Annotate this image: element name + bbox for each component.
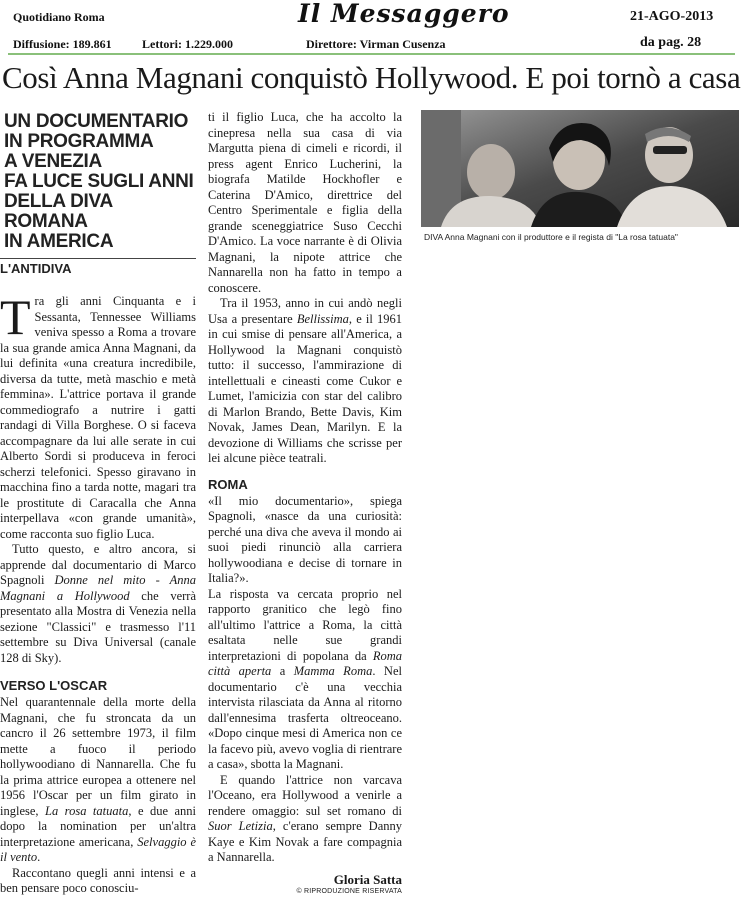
photo-image (421, 110, 739, 227)
paragraph: Tra il 1953, anno in cui andò negli Usa a presentare Bellissima, e il 1961 in cui smise di pensare all'America, a Hollywood la Magnani conquistò tutto: il successo, l'ammirazione di intellettuali e cineasti come Cukor e Lumet, l'amicizia con star del calibro di Marlon Brando, Bette Davis, Kim Novak, James Dean, Marilyn. E la devozione di Williams che scrisse per lei alcune pièce teatrali. (208, 296, 402, 465)
article-column-1 (0, 258, 196, 897)
paragraph: E quando l'attrice non varcava l'Oceano, era Hollywood a venirle a rendere omaggio: sul set romano di Suor Letizia, c'erano sempre Danny Kaye e Kim Novak a fare compagnia a Nannarella. (208, 772, 402, 864)
paragraph: Raccontano quegli anni intensi e a ben pensare poco conosciu- (0, 865, 196, 895)
drop-cap: T (0, 289, 31, 345)
masthead-logo: Il Messaggero (298, 0, 510, 28)
section-title-roma: ROMA (208, 476, 248, 492)
kicker-line: IN AMERICA (4, 231, 114, 252)
article-photo (421, 110, 739, 227)
kicker-line: FA LUCE SUGLI ANNI (4, 171, 194, 192)
page-reference-label: da pag. (640, 35, 684, 50)
paragraph: Nel quarantennale della morte della Magnani, che fu stroncata da un cancro il 26 settembre 1973, il film mette a fuoco il periodo hollywoodiano di Nannarella. Che fu la prima attrice europea a ottenere nel 1956 l'Oscar per un film girato in inglese, La rosa tatuata, e due anni dopo la nomination per un'altra interpretazione americana, Selvaggio è il vento. (0, 695, 196, 864)
readers-label: Lettori: 1.229.000 (142, 37, 233, 51)
copyright-notice: © RIPRODUZIONE RISERVATA (296, 887, 402, 895)
article-column-2 (208, 110, 402, 895)
circulation-label: Diffusione: 189.861 (13, 37, 112, 51)
article-headline: Così Anna Magnani conquistò Hollywood. E poi tornò a casa (2, 60, 741, 95)
byline-block (208, 872, 402, 895)
issue-date: 21-AGO-2013 (630, 9, 714, 24)
paragraph: La risposta va cercata proprio nel rapporto granitico che legò fino all'ultimo l'attrice a Roma, la città esaltata nelle sue grandi interpretazioni di popolana da Roma città aperta a Mamma Roma. Nel documentario c'è una vecchia intervista rilasciata da Anna al ritorno dall'ennesima trasferta oltreoceano. «Dopo cinque mesi di America non ce la facevo più, avevo voglia di rientrare a casa», sbotta la Magnani. (208, 586, 402, 771)
page-reference-number: 28 (687, 35, 702, 50)
section-title-oscar: VERSO L'OSCAR (0, 678, 108, 693)
photo-caption: DIVA Anna Magnani con il produttore e il regista di "La rosa tatuata" (424, 232, 678, 242)
publication-label: Quotidiano Roma (13, 10, 105, 24)
section-title-antidiva: L'ANTIDIVA (0, 258, 196, 276)
paragraph: Tra gli anni Cinquanta e i Sessanta, Tennessee Williams veniva spesso a Roma a trovare la sua grande amica Anna Magnani, da lui definita «una creatura incredibile, diversa da tutte, metà maschio e metà femmina». L'attrice portava il grande commediografo a nutrire i gatti randagi di Villa Borghese. O si faceva accompagnare da lui alle serate in cui Alberto Sordi si produceva in feroci scherzi telefonici. Spesso giravano in macchina fino a tarda notte, magari tra le prostitute di Caracalla che Anna interpellava «con grande umanità», come racconta suo figlio Luca. (0, 289, 196, 541)
article-byline: Gloria Satta (333, 871, 402, 887)
paragraph: Tutto questo, e altro ancora, si apprende dal documentario di Marco Spagnoli Donne nel mito - Anna Magnani a Hollywood che verrà presentato alla Mostra di Venezia nella sezione "Classici" e trasmesso l'11 settembre su Diva Universal (canale 128 di Sky). (0, 542, 196, 665)
paragraph: «Il mio documentario», spiega Spagnoli, «nasce da una curiosità: perché una diva che aveva il mondo ai suoi piedi rinunciò alla carriera hollywoodiana e decise di tornare in Italia?». (208, 493, 402, 585)
paragraph: ti il figlio Luca, che ha accolto la cinepresa nella sua casa di via Margutta piena di cimeli e ricordi, il press agent Enrico Lucherini, la biografa Matilde Hockhofler e Caterina D'Amico, direttrice del Centro Sperimentale e figlia della grande sceneggiatrice Suso Cecchi D'Amico. La voce narrante è di Olivia Magnani, la nipote attrice che Nannarella non ha fatto in tempo a conoscere. (208, 110, 402, 295)
page-reference (640, 35, 701, 51)
article-kicker (4, 112, 194, 252)
director-label: Direttore: Virman Cusenza (306, 37, 446, 51)
header-rule (8, 53, 735, 55)
kicker-line: UN DOCUMENTARIO (4, 111, 189, 132)
kicker-line: A VENEZIA (4, 151, 102, 172)
kicker-line: DELLA DIVA ROMANA (4, 191, 113, 232)
kicker-line: IN PROGRAMMA (4, 131, 154, 152)
